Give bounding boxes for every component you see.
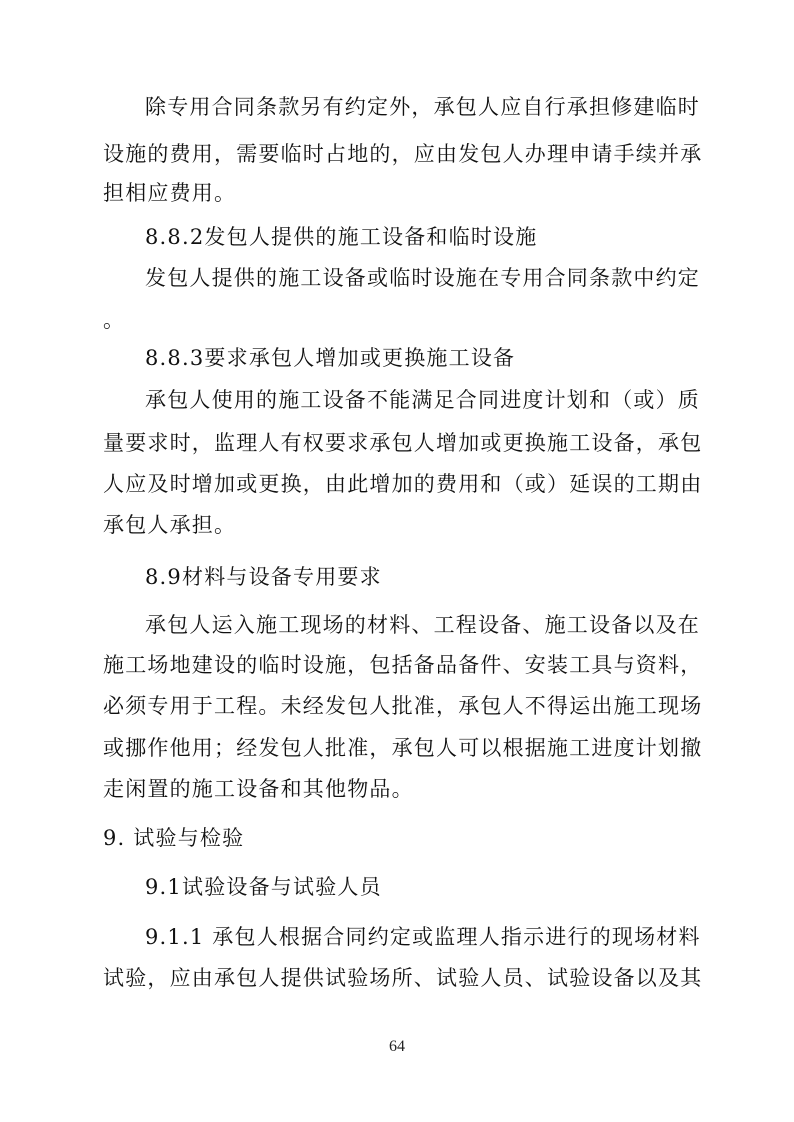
- paragraph-line: 量要求时，监理人有权要求承包人增加或更换施工设备，承包: [103, 431, 703, 455]
- paragraph-line: 必须专用于工程。未经发包人批准，承包人不得运出施工现场: [103, 694, 703, 718]
- paragraph-line: 9.1.1 承包人根据合同约定或监理人指示进行的现场材料: [145, 925, 701, 949]
- page-number: 64: [389, 1038, 405, 1055]
- section-heading-8-8-3: 8.8.3要求承包人增加或更换施工设备: [145, 346, 516, 370]
- section-heading-8-9: 8.9材料与设备专用要求: [145, 565, 382, 589]
- section-heading-9-1: 9.1试验设备与试验人员: [145, 875, 382, 899]
- paragraph-line: 发包人提供的施工设备或临时设施在专用合同条款中约定: [145, 266, 700, 290]
- paragraph-line: 。: [103, 308, 126, 332]
- section-heading-9: 9. 试验与检验: [103, 826, 245, 850]
- paragraph-line: 承包人使用的施工设备不能满足合同进度计划和（或）质: [145, 388, 700, 412]
- paragraph-line: 承包人承担。: [103, 513, 237, 537]
- paragraph-line: 走闲置的施工设备和其他物品。: [103, 777, 414, 801]
- paragraph-line: 承包人运入施工现场的材料、工程设备、施工设备以及在: [145, 613, 700, 637]
- section-heading-8-8-2: 8.8.2发包人提供的施工设备和临时设施: [145, 225, 538, 249]
- paragraph-line: 或挪作他用；经发包人批准，承包人可以根据施工进度计划撤: [103, 736, 703, 760]
- paragraph-line: 人应及时增加或更换，由此增加的费用和（或）延误的工期由: [103, 472, 703, 496]
- paragraph-line: 除专用合同条款另有约定外，承包人应自行承担修建临时: [145, 95, 700, 119]
- paragraph-line: 施工场地建设的临时设施，包括备品备件、安装工具与资料，: [103, 653, 703, 677]
- paragraph-line: 担相应费用。: [103, 181, 237, 205]
- paragraph-line: 试验，应由承包人提供试验场所、试验人员、试验设备以及其: [103, 966, 703, 990]
- paragraph-line: 设施的费用，需要临时占地的，应由发包人办理申请手续并承: [103, 142, 703, 166]
